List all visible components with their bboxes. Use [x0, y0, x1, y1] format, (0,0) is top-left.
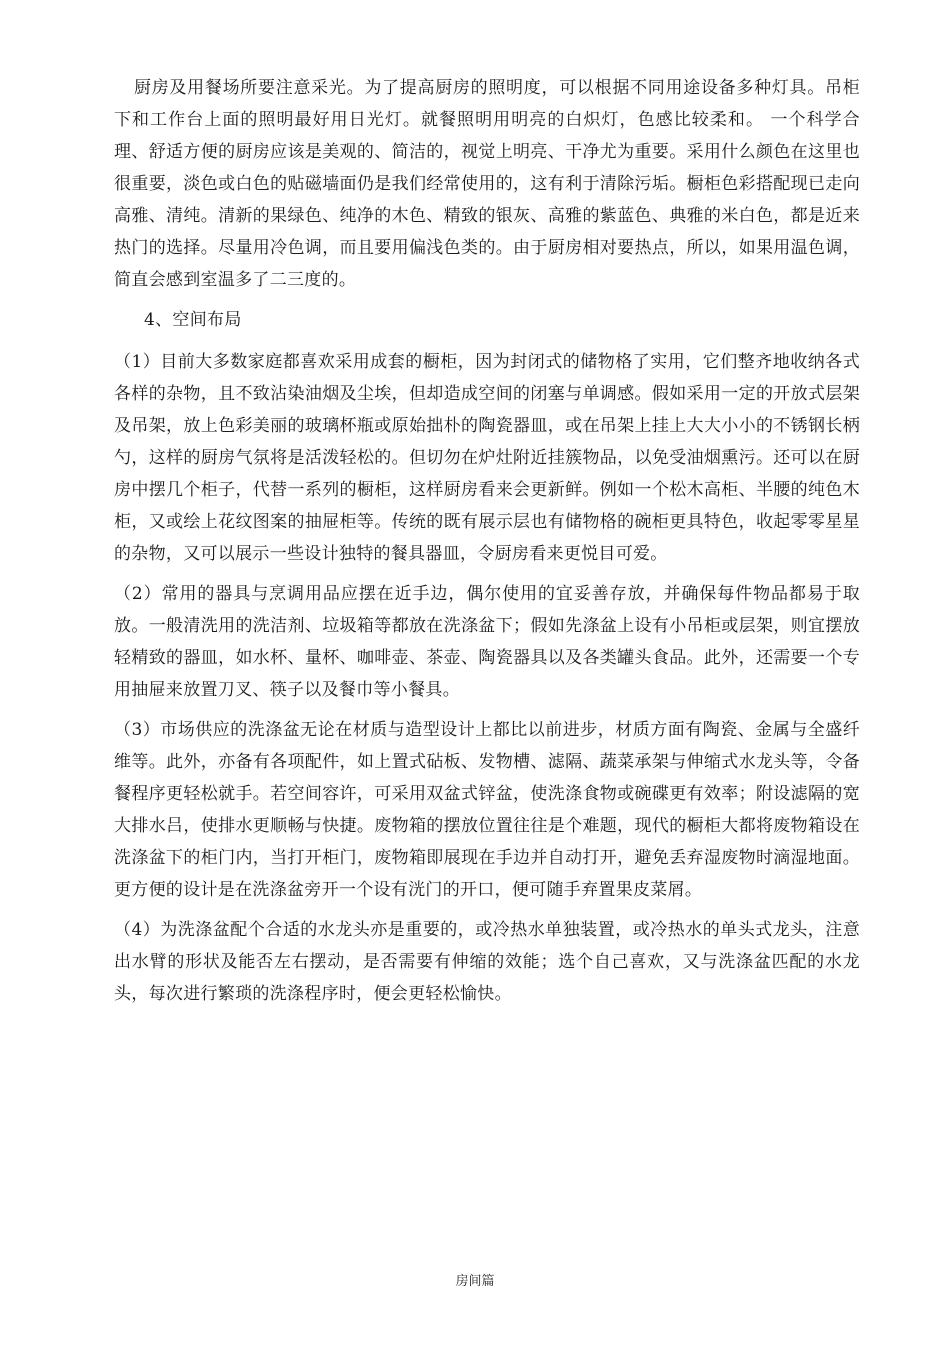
paragraph-item-2: （2）常用的器具与烹调用品应摆在近手边，偶尔使用的宜妥善存放，并确保每件物品都易于取放。一般清洗用的洗洁剂、垃圾箱等都放在洗涤盆下；假如先涤盆上设有小吊柜或层架，则宜摆放轻精致的器皿，如水杯、量杯、咖啡壶、茶壶、陶瓷器具以及各类罐头食品。此外，还需要一个专用抽屉来放置刀叉、筷子以及餐巾等小餐具。 — [114, 584, 860, 700]
paragraph-item-3: （3）市场供应的洗涤盆无论在材质与造型设计上都比以前进步，材质方面有陶瓷、金属与全盛纤维等。此外，亦备有各项配件，如上置式砧板、发物槽、滤隔、蔬菜承架与伸缩式水龙头等，令备餐程序更轻松就手。若空间容许，可采用双盆式锌盆，使洗涤食物或碗碟更有效率；附设滤隔的宽大排水吕，使排水更顺畅与快捷。废物箱的摆放位置往往是个难题，现代的橱柜大都将废物箱设在洗涤盆下的柜门内，当打开柜门，废物箱即展现在手边并自动打开，避免丢弃湿废物时滴湿地面。更方便的设计是在洗涤盆旁开一个设有洸门的开口，便可随手弃置果皮菜屑。 — [114, 720, 860, 900]
section-heading-space-layout: 4、空间布局 — [144, 310, 242, 330]
document-body — [114, 72, 860, 1018]
paragraph-item-4: （4）为洗涤盆配个合适的水龙头亦是重要的，或冷热水单独装置，或冷热水的单头式龙头，注意出水臂的形状及能否左右摆动，是否需要有伸缩的效能；选个自己喜欢，又与洗涤盆匹配的水龙头，每次进行繁琐的洗涤程序时，便会更轻松愉快。 — [114, 920, 860, 1004]
paragraph-item-1: （1）目前大多数家庭都喜欢采用成套的橱柜，因为封闭式的储物格了实用，它们整齐地收纳各式各样的杂物，且不致沾染油烟及尘埃，但却造成空间的闭塞与单调感。假如采用一定的开放式层架及吊架，放上色彩美丽的玻璃杯瓶或原始拙朴的陶瓷器皿，或在吊架上挂上大大小小的不锈钢长柄勺，这样的厨房气氛将是活泼轻松的。但切勿在炉灶附近挂簇物品，以免受油烟熏污。还可以在厨房中摆几个柜子，代替一系列的橱柜，这样厨房看来会更新鲜。例如一个松木高柜、半腰的纯色木柜，又或绘上花纹图案的抽屉柜等。传统的既有展示层也有储物格的碗柜更具特色，收起零零星星的杂物，又可以展示一些设计独特的餐具器皿，令厨房看来更悦目可爱。 — [114, 352, 860, 564]
paragraph-lighting-color: 厨房及用餐场所要注意采光。为了提高厨房的照明度，可以根据不同用途设备多种灯具。吊柜下和工作台上面的照明最好用日光灯。就餐照明用明亮的白炽灯，色感比较柔和。 一个科学合理、舒适方便的厨房应该是美观的、简洁的，视觉上明亮、干净尤为重要。采用什么颜色在这里也很重要，淡色或白色的贴磁墙面仍是我们经常使用的，这有利于清除污垢。橱柜色彩搭配现已走向高雅、清纯。清新的果绿色、纯净的木色、精致的银灰、高雅的紫蓝色、典雅的米白色，都是近来热门的选择。尽量用冷色调，而且要用偏浅色类的。由于厨房相对要热点，所以，如果用温色调，简直会感到室温多了二三度的。 — [114, 78, 860, 290]
page-footer: 房间篇 — [455, 1274, 495, 1289]
